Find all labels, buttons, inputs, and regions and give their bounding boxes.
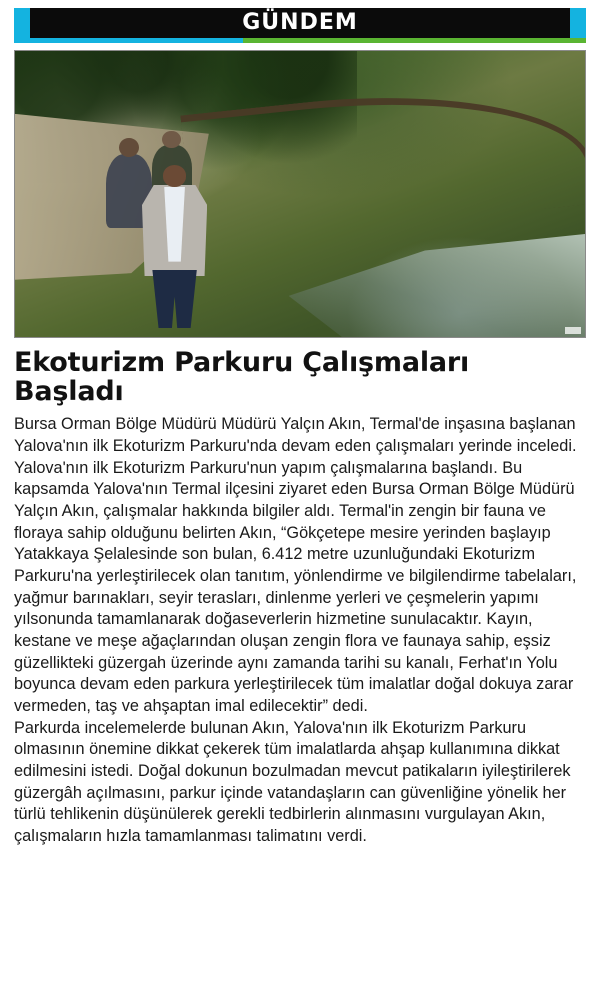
article-photo — [14, 50, 586, 338]
photo-person-head — [163, 165, 187, 186]
article-body — [14, 414, 586, 847]
banner-underline — [14, 38, 586, 43]
article-paragraph-1: Yalova'nın ilk Ekoturizm Parkuru'nun yapım çalışmalarına başlandı. Bu kapsamda Yalova'nın Termal ilçesini ziyaret eden Bursa Orman Bölge Müdürü Yalçın Akın, çalışmalar hakkında bilgiler aldı. Termal'in zengin bir fauna ve floraya sahip olduğunu belirten Akın, “Gökçetepe mesire yerinden başlayıp Yatakkaya Şelalesinde son bulan, 6.412 metre uzunluğundaki Ekoturizm Parkuru'na yerleştirilecek olan tanıtım, yönlendirme ve bilgilendirme tabelaları, yağmur barınakları, seyir terasları, dinlenme yerleri ve çeşmelerin yapımı yılsonunda tamamlanarak doğaseverlerin hizmetine sunulacaktır. Kayın, kestane ve meşe ağaçlarından oluşan zengin flora ve faunaya sahip, eşsiz güzellikteki güzergah üzerinde aynı zamanda tarihi su kanalı, Ferhat'ın Yolu boyunca devam eden parkura yerleştirilecek tüm imalatlar doğal dokuya zarar vermeden, taş ve ahşaptan imal edilecektir” dedi. — [14, 458, 577, 716]
photo-tree-branch — [186, 74, 585, 274]
section-banner — [14, 8, 586, 38]
article-lead-paragraph: Bursa Orman Bölge Müdürü Müdürü Yalçın Akın, Termal'de inşasına başlanan Yalova'nın ilk Ekoturizm Parkuru'nda devam eden çalışmaları yerinde inceledi. — [14, 415, 577, 455]
article-paragraph-2: Parkurda incelemelerde bulunan Akın, Yalova'nın ilk Ekoturizm Parkuru olmasının önemine dikkat çekerek tüm imalatlarda ahşap kullanımına dikkat edilmesini istedi. Doğal dokunun bozulmadan mevcut patikaların iyileştirilerek güzergâh açılmasını, parkur içinde vatandaşların can güvenliğine yönelik her türlü tehlikenin düşünülerek gerekli tedbirlerin alınmasını vurgulayan Akın, çalışmaların hızla tamamlanması talimatını verdi. — [14, 718, 571, 846]
banner-underline-green-segment — [243, 38, 586, 43]
photo-person-trousers — [152, 270, 196, 329]
article-headline: Ekoturizm Parkuru Çalışmaları Başladı — [14, 347, 470, 408]
photo-corner-tag — [565, 327, 581, 334]
photo-person-foreground — [138, 165, 212, 328]
banner-underline-blue-segment — [14, 38, 243, 43]
photo-background — [15, 51, 585, 337]
banner-left-accent-bar — [14, 8, 30, 38]
banner-right-accent-bar — [570, 8, 586, 38]
section-title: GÜNDEM — [242, 10, 358, 35]
